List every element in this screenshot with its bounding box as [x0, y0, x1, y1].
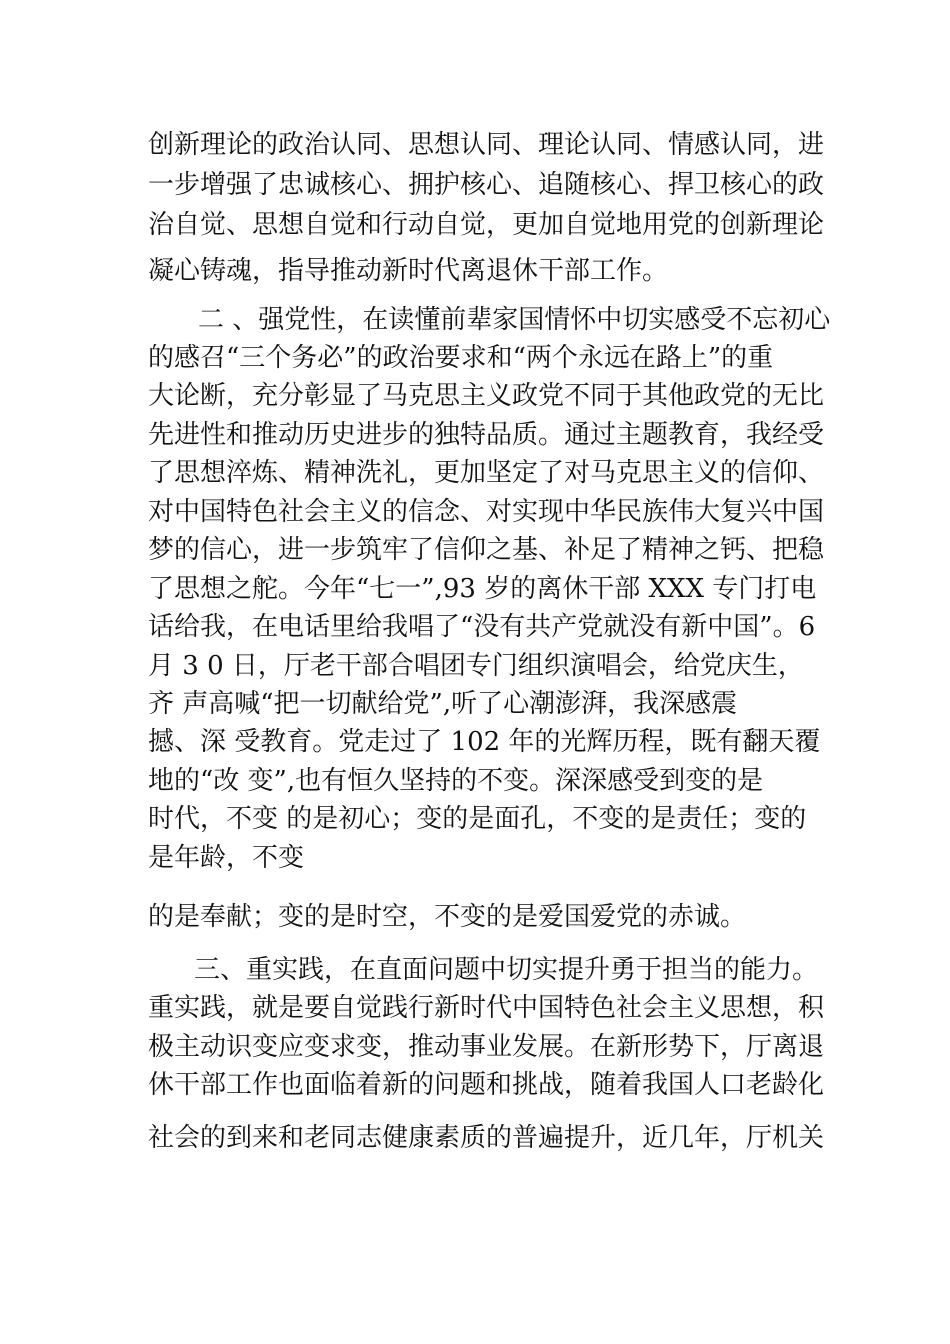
text-line: 治自觉、思想自觉和行动自觉，更加自觉地用党的创新理论 [148, 210, 825, 240]
text-line: 大论断，充分彰显了马克思主义政党不同于其他政党的无比 [148, 381, 825, 411]
text-line: 的感召“三个务必”的政治要求和“两个永远在路上”的重 [148, 343, 774, 373]
text-line: 齐 声高喊“把一切献给党”,听了心潮澎湃，我深感震 [148, 689, 738, 719]
text-line: 是年龄，不变 [148, 843, 305, 873]
text-line: 极主动识变应变求变，推动事业发展。在新形势下，厅离退 [148, 1032, 825, 1062]
text-line: 话给我，在电话里给我唱了“没有共产党就没有新中国”。6 [148, 612, 816, 642]
text-line: 月 3 0 日，厅老干部合唱团专门组织演唱会，给党庆生， [148, 651, 804, 681]
text-line: 了思想淬炼、精神洗礼，更加坚定了对马克思主义的信仰、 [148, 458, 825, 488]
text-line: 先进性和推动历史进步的独特品质。通过主题教育，我经受 [148, 420, 825, 450]
text-line: 重实践，就是要自觉践行新时代中国特色社会主义思想，积 [148, 993, 825, 1023]
text-line: 凝心铸魂，指导推动新时代离退休干部工作。 [148, 256, 669, 286]
text-line: 撼、深 受教育。党走过了 102 年的光辉历程，既有翻天覆 [148, 727, 821, 757]
text-line: 社会的到来和老同志健康素质的普遍提升，近几年，厅机关 [148, 1123, 825, 1153]
text-line: 一步增强了忠诚核心、拥护核心、追随核心、捍卫核心的政 [148, 170, 825, 200]
text-line: 梦的信心，进一步筑牢了信仰之基、补足了精神之钙、把稳 [148, 535, 825, 565]
text-line: 了思想之舵。今年“七一”,93 岁的离休干部 XXX 专门打电 [148, 574, 817, 604]
text-line: 对中国特色社会主义的信念、对实现中华民族伟大复兴中国 [148, 497, 825, 527]
text-line: 时代，不变 的是初心；变的是面孔，不变的是责任；变的 [148, 804, 807, 834]
text-line: 二 、强党性，在读懂前辈家国情怀中切实感受不忘初心 [198, 305, 831, 335]
text-line: 地的“改 变”,也有恒久坚持的不变。深深感受到变的是 [148, 766, 764, 796]
text-line: 的是奉献；变的是时空，不变的是爱国爱党的赤诚。 [148, 902, 747, 932]
text-line: 休干部工作也面临着新的问题和挑战，随着我国人口老龄化 [148, 1070, 825, 1100]
text-line: 创新理论的政治认同、思想认同、理论认同、情感认同，进 [148, 130, 825, 160]
text-line: 三、重实践，在直面问题中切实提升勇于担当的能力。 [194, 955, 819, 985]
